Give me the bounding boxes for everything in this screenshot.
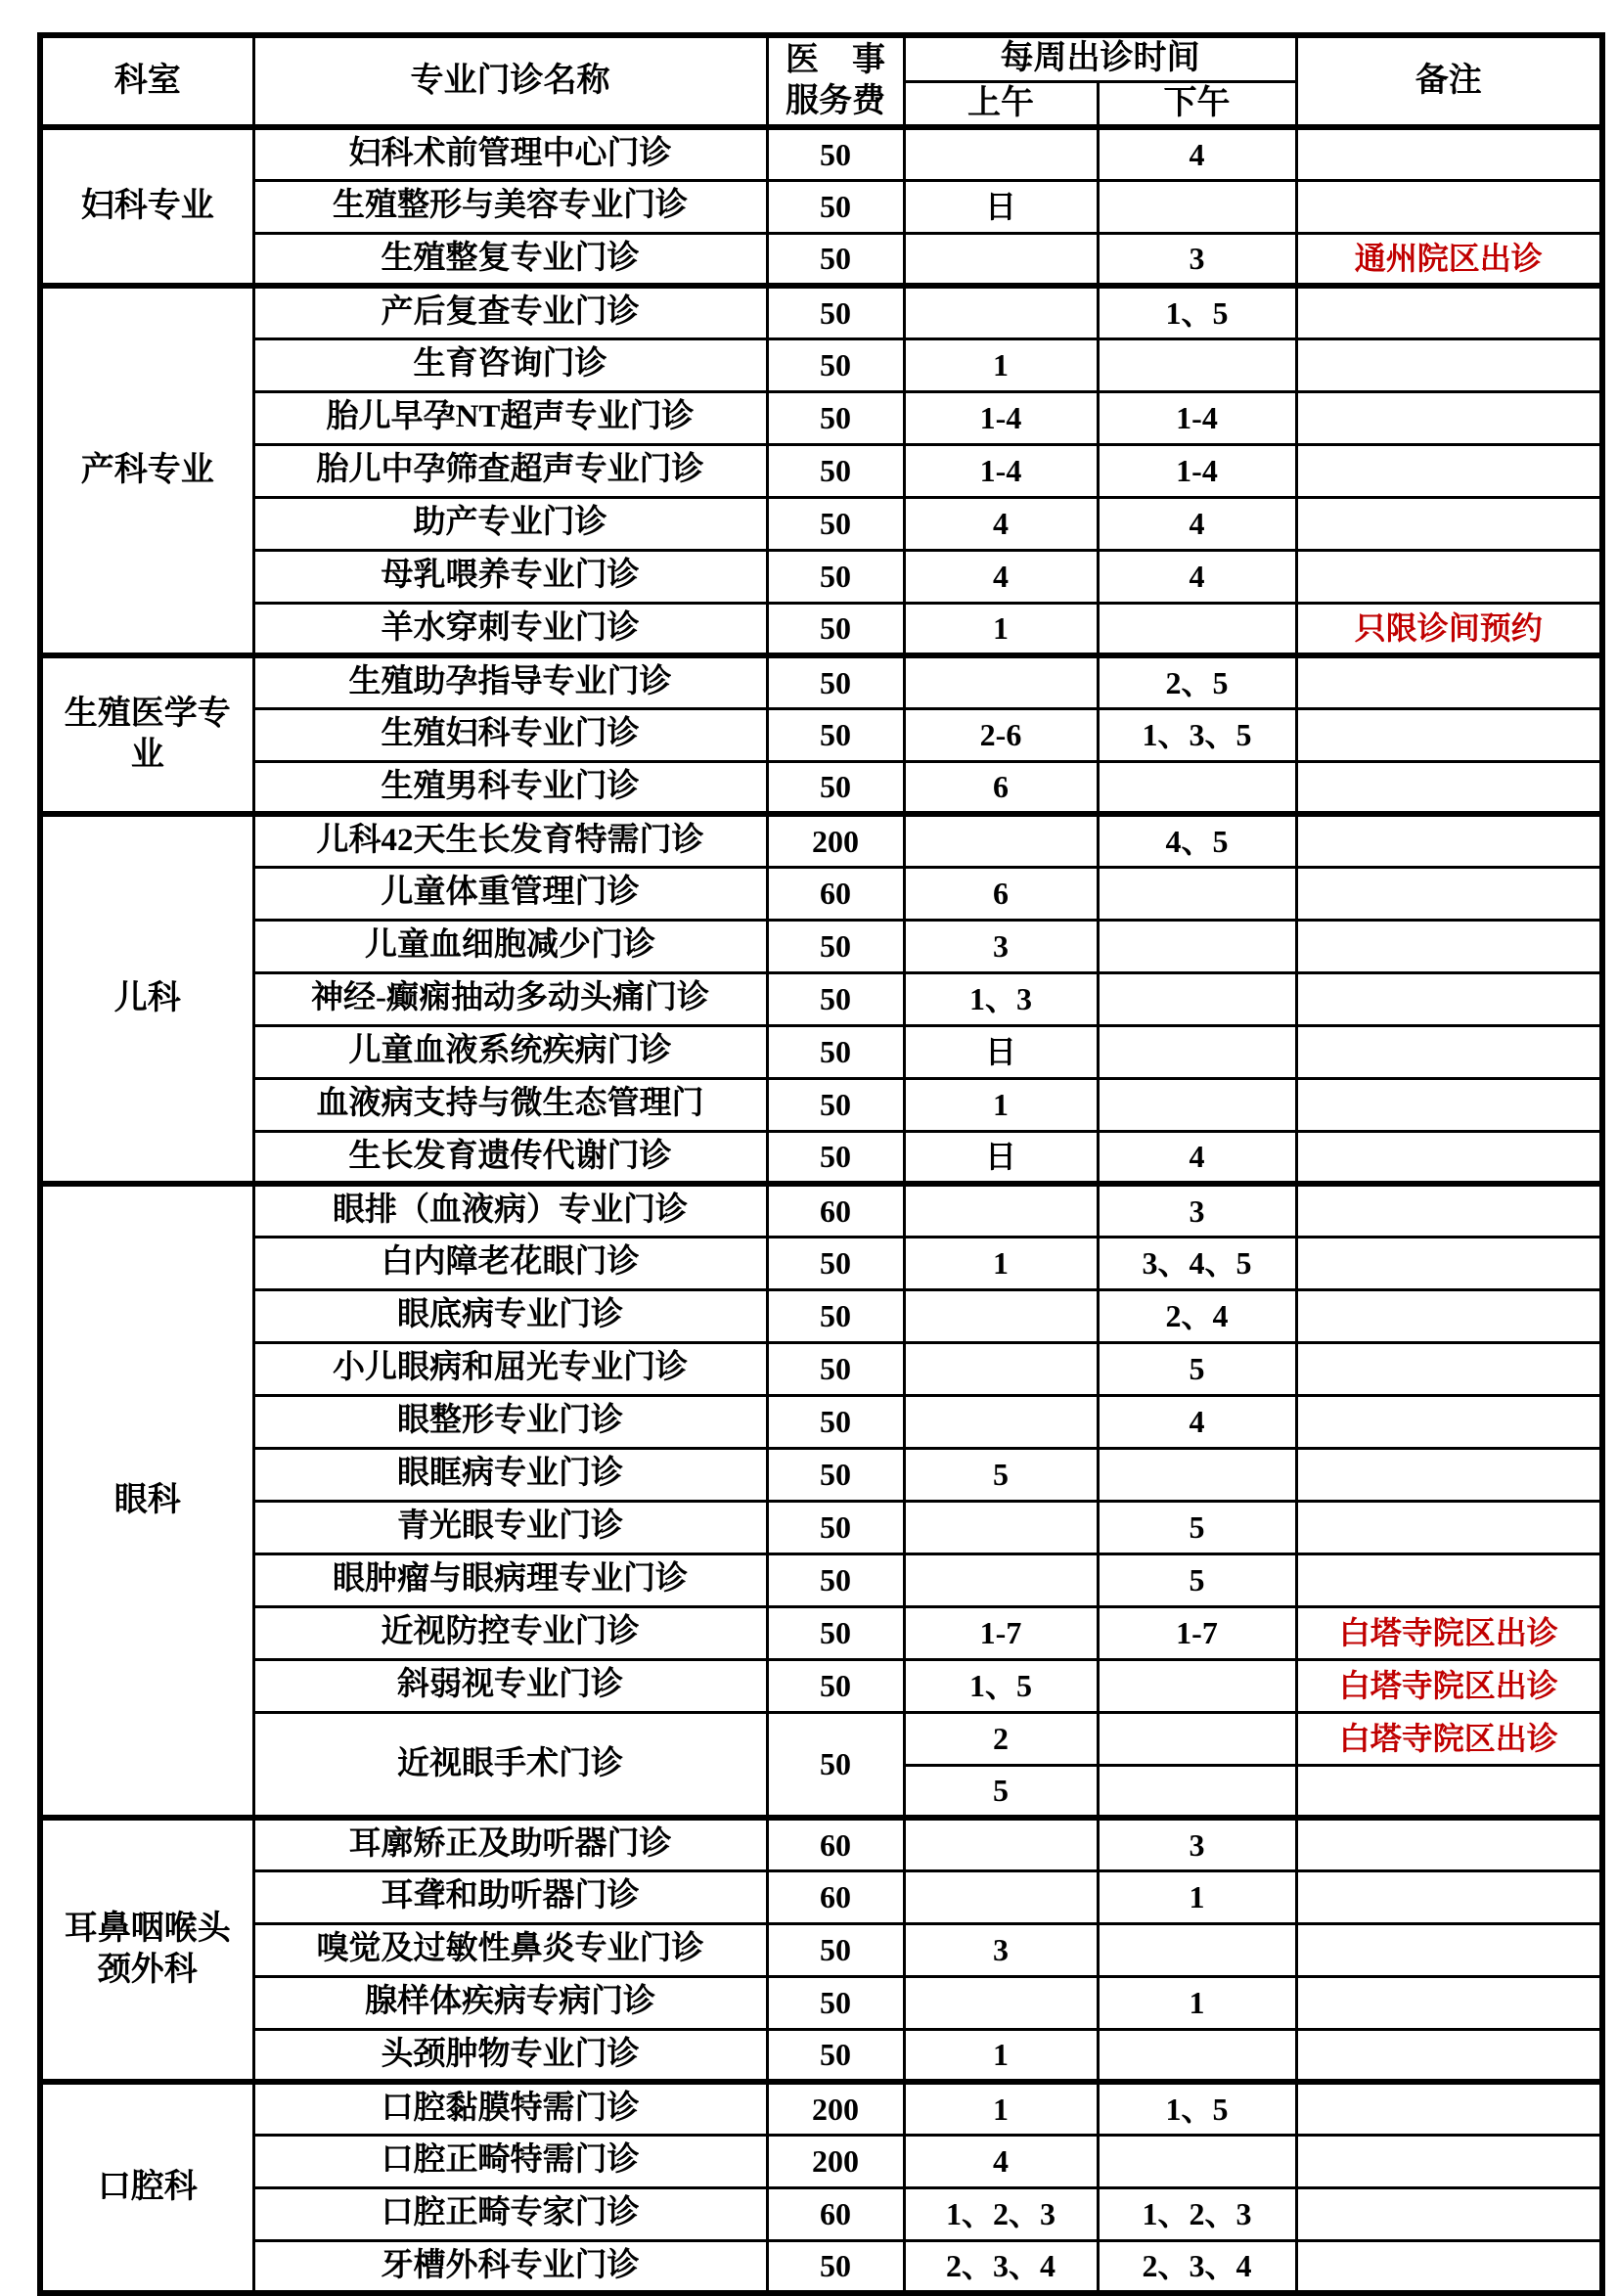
remark-cell <box>1296 2082 1602 2135</box>
remark-cell: 白塔寺院区出诊 <box>1296 1659 1602 1712</box>
fee-cell: 60 <box>767 2187 904 2240</box>
table-row <box>40 233 1602 286</box>
pm-cell <box>1098 1923 1296 1976</box>
pm-cell: 5 <box>1098 1553 1296 1606</box>
header-am: 上午 <box>904 81 1098 127</box>
table-row <box>40 1448 1602 1501</box>
fee-cell: 50 <box>767 1078 904 1131</box>
remark-cell <box>1296 1289 1602 1342</box>
fee-cell: 50 <box>767 233 904 286</box>
fee-cell: 60 <box>767 1818 904 1870</box>
table-row <box>40 444 1602 497</box>
remark-cell <box>1296 286 1602 338</box>
am-cell <box>904 1395 1098 1448</box>
am-cell: 1 <box>904 338 1098 391</box>
table-row <box>40 180 1602 233</box>
fee-cell: 50 <box>767 761 904 814</box>
am-cell: 3 <box>904 1923 1098 1976</box>
table-row <box>40 1289 1602 1342</box>
am-cell <box>904 1818 1098 1870</box>
header-fee <box>767 35 904 127</box>
remark-cell <box>1296 2135 1602 2187</box>
remark-cell <box>1296 2029 1602 2082</box>
fee-cell: 50 <box>767 1923 904 1976</box>
header-fee-line2: 服务费 <box>786 83 885 119</box>
remark-cell <box>1296 444 1602 497</box>
clinic-name-cell: 腺样体疾病专病门诊 <box>253 1976 767 2029</box>
remark-cell <box>1296 1025 1602 1078</box>
clinic-name-cell: 儿科42天生长发育特需门诊 <box>253 814 767 867</box>
dept-cell: 产科专业 <box>40 286 253 655</box>
remark-cell <box>1296 127 1602 180</box>
fee-cell: 200 <box>767 2082 904 2135</box>
am-cell: 4 <box>904 497 1098 550</box>
table-body <box>40 127 1602 2293</box>
pm-cell <box>1098 1765 1296 1818</box>
table-row <box>40 655 1602 708</box>
remark-cell <box>1296 1395 1602 1448</box>
pm-cell: 1、2、3 <box>1098 2187 1296 2240</box>
clinic-name-cell: 生殖整复专业门诊 <box>253 233 767 286</box>
am-cell: 1、3 <box>904 972 1098 1025</box>
table-row <box>40 867 1602 920</box>
fee-cell: 50 <box>767 1342 904 1395</box>
fee-cell: 50 <box>767 1395 904 1448</box>
table-row <box>40 1078 1602 1131</box>
fee-cell: 50 <box>767 1501 904 1553</box>
am-cell <box>904 1289 1098 1342</box>
pm-cell <box>1098 1659 1296 1712</box>
pm-cell: 2、5 <box>1098 655 1296 708</box>
header-pm: 下午 <box>1098 81 1296 127</box>
clinic-name-cell: 嗅觉及过敏性鼻炎专业门诊 <box>253 1923 767 1976</box>
am-cell: 4 <box>904 2135 1098 2187</box>
fee-cell: 50 <box>767 127 904 180</box>
remark-cell <box>1296 1923 1602 1976</box>
clinic-name-cell: 小儿眼病和屈光专业门诊 <box>253 1342 767 1395</box>
dept-cell: 口腔科 <box>40 2082 253 2293</box>
fee-cell: 200 <box>767 2135 904 2187</box>
header-schedule: 每周出诊时间 <box>904 35 1296 81</box>
fee-cell: 50 <box>767 1025 904 1078</box>
pm-cell <box>1098 867 1296 920</box>
am-cell: 6 <box>904 867 1098 920</box>
pm-cell <box>1098 2029 1296 2082</box>
pm-cell: 1 <box>1098 1976 1296 2029</box>
fee-cell: 50 <box>767 603 904 655</box>
am-cell: 日 <box>904 1131 1098 1184</box>
remark-cell <box>1296 1237 1602 1289</box>
remark-cell <box>1296 1184 1602 1237</box>
pm-cell: 4、5 <box>1098 814 1296 867</box>
pm-cell: 3 <box>1098 1818 1296 1870</box>
clinic-name-cell: 儿童血液系统疾病门诊 <box>253 1025 767 1078</box>
am-cell: 6 <box>904 761 1098 814</box>
remark-cell <box>1296 1976 1602 2029</box>
am-cell <box>904 286 1098 338</box>
fee-cell: 50 <box>767 391 904 444</box>
fee-cell: 50 <box>767 444 904 497</box>
fee-cell: 50 <box>767 1553 904 1606</box>
fee-cell: 50 <box>767 2029 904 2082</box>
dept-cell: 眼科 <box>40 1184 253 1818</box>
pm-cell: 4 <box>1098 1131 1296 1184</box>
clinic-name-cell: 口腔黏膜特需门诊 <box>253 2082 767 2135</box>
table-row <box>40 391 1602 444</box>
remark-cell <box>1296 1131 1602 1184</box>
pm-cell <box>1098 1078 1296 1131</box>
remark-cell <box>1296 1342 1602 1395</box>
table-row <box>40 1553 1602 1606</box>
clinic-name-cell: 耳廓矫正及助听器门诊 <box>253 1818 767 1870</box>
table-row <box>40 708 1602 761</box>
remark-cell <box>1296 497 1602 550</box>
clinic-name-cell: 白内障老花眼门诊 <box>253 1237 767 1289</box>
clinic-name-cell: 儿童体重管理门诊 <box>253 867 767 920</box>
clinic-name-cell: 生殖妇科专业门诊 <box>253 708 767 761</box>
remark-cell <box>1296 1553 1602 1606</box>
remark-cell <box>1296 1448 1602 1501</box>
fee-cell: 50 <box>767 1237 904 1289</box>
table-row <box>40 972 1602 1025</box>
fee-cell: 50 <box>767 286 904 338</box>
table-row <box>40 1976 1602 2029</box>
pm-cell: 5 <box>1098 1501 1296 1553</box>
pm-cell: 1、5 <box>1098 286 1296 338</box>
table-row <box>40 1131 1602 1184</box>
pm-cell <box>1098 1448 1296 1501</box>
clinic-name-cell: 神经-癫痫抽动多动头痛门诊 <box>253 972 767 1025</box>
fee-cell: 50 <box>767 708 904 761</box>
am-cell: 4 <box>904 550 1098 603</box>
header-remark: 备注 <box>1296 35 1602 127</box>
header-fee-line1: 医 事 <box>786 41 885 78</box>
fee-cell: 50 <box>767 1131 904 1184</box>
fee-cell: 50 <box>767 1712 904 1818</box>
am-cell: 1、2、3 <box>904 2187 1098 2240</box>
clinic-name-cell: 生殖男科专业门诊 <box>253 761 767 814</box>
fee-cell: 50 <box>767 2240 904 2293</box>
am-cell <box>904 1501 1098 1553</box>
table-row <box>40 761 1602 814</box>
fee-cell: 50 <box>767 497 904 550</box>
am-cell <box>904 1553 1098 1606</box>
am-cell: 5 <box>904 1765 1098 1818</box>
remark-cell <box>1296 1765 1602 1818</box>
pm-cell <box>1098 1025 1296 1078</box>
pm-cell: 4 <box>1098 497 1296 550</box>
am-cell <box>904 233 1098 286</box>
clinic-name-cell: 牙槽外科专业门诊 <box>253 2240 767 2293</box>
table-row <box>40 497 1602 550</box>
pm-cell: 1 <box>1098 1870 1296 1923</box>
clinic-name-cell: 耳聋和助听器门诊 <box>253 1870 767 1923</box>
pm-cell: 1、3、5 <box>1098 708 1296 761</box>
fee-cell: 60 <box>767 1870 904 1923</box>
pm-cell <box>1098 1712 1296 1765</box>
table-row <box>40 1184 1602 1237</box>
clinic-name-cell: 生殖助孕指导专业门诊 <box>253 655 767 708</box>
dept-cell: 妇科专业 <box>40 127 253 286</box>
pm-cell: 3 <box>1098 233 1296 286</box>
am-cell: 5 <box>904 1448 1098 1501</box>
pm-cell <box>1098 338 1296 391</box>
dept-cell: 儿科 <box>40 814 253 1184</box>
clinic-name-cell: 眼整形专业门诊 <box>253 1395 767 1448</box>
clinic-name-cell: 儿童血细胞减少门诊 <box>253 920 767 972</box>
pm-cell <box>1098 603 1296 655</box>
clinic-name-cell: 眼眶病专业门诊 <box>253 1448 767 1501</box>
table-row <box>40 1237 1602 1289</box>
remark-cell <box>1296 338 1602 391</box>
clinic-name-cell: 生殖整形与美容专业门诊 <box>253 180 767 233</box>
clinic-name-cell: 近视眼手术门诊 <box>253 1712 767 1818</box>
clinic-schedule-table <box>37 32 1605 2296</box>
table-row <box>40 1659 1602 1712</box>
remark-cell <box>1296 550 1602 603</box>
pm-cell: 4 <box>1098 127 1296 180</box>
table-row <box>40 338 1602 391</box>
dept-cell: 耳鼻咽喉头颈外科 <box>40 1818 253 2082</box>
pm-cell: 2、3、4 <box>1098 2240 1296 2293</box>
table-row <box>40 814 1602 867</box>
am-cell <box>904 1184 1098 1237</box>
table-row <box>40 1606 1602 1659</box>
clinic-name-cell: 斜弱视专业门诊 <box>253 1659 767 1712</box>
clinic-name-cell: 近视防控专业门诊 <box>253 1606 767 1659</box>
fee-cell: 50 <box>767 338 904 391</box>
table-row <box>40 1818 1602 1870</box>
am-cell: 1-4 <box>904 391 1098 444</box>
table-row <box>40 1342 1602 1395</box>
clinic-name-cell: 青光眼专业门诊 <box>253 1501 767 1553</box>
am-cell: 1-4 <box>904 444 1098 497</box>
am-cell: 日 <box>904 180 1098 233</box>
clinic-name-cell: 妇科术前管理中心门诊 <box>253 127 767 180</box>
fee-cell: 60 <box>767 1184 904 1237</box>
table-row <box>40 127 1602 180</box>
fee-cell: 50 <box>767 655 904 708</box>
clinic-name-cell: 胎儿中孕筛查超声专业门诊 <box>253 444 767 497</box>
fee-cell: 50 <box>767 972 904 1025</box>
table-row <box>40 1712 1602 1765</box>
am-cell <box>904 655 1098 708</box>
dept-cell: 生殖医学专业 <box>40 655 253 814</box>
am-cell <box>904 1870 1098 1923</box>
table-row <box>40 2240 1602 2293</box>
fee-cell: 50 <box>767 1659 904 1712</box>
pm-cell: 4 <box>1098 550 1296 603</box>
clinic-name-cell: 生长发育遗传代谢门诊 <box>253 1131 767 1184</box>
clinic-name-cell: 胎儿早孕NT超声专业门诊 <box>253 391 767 444</box>
table-row <box>40 1923 1602 1976</box>
am-cell: 1、5 <box>904 1659 1098 1712</box>
clinic-name-cell: 羊水穿刺专业门诊 <box>253 603 767 655</box>
pm-cell <box>1098 972 1296 1025</box>
am-cell: 1 <box>904 2029 1098 2082</box>
remark-cell: 白塔寺院区出诊 <box>1296 1712 1602 1765</box>
clinic-name-cell: 头颈肿物专业门诊 <box>253 2029 767 2082</box>
am-cell: 2-6 <box>904 708 1098 761</box>
remark-cell <box>1296 1870 1602 1923</box>
remark-cell: 只限诊间预约 <box>1296 603 1602 655</box>
remark-cell <box>1296 708 1602 761</box>
fee-cell: 50 <box>767 1448 904 1501</box>
remark-cell <box>1296 920 1602 972</box>
pm-cell: 1、5 <box>1098 2082 1296 2135</box>
table-row <box>40 920 1602 972</box>
am-cell: 1 <box>904 1237 1098 1289</box>
table-row <box>40 2029 1602 2082</box>
fee-cell: 50 <box>767 550 904 603</box>
table-row <box>40 1870 1602 1923</box>
pm-cell: 1-4 <box>1098 444 1296 497</box>
fee-cell: 200 <box>767 814 904 867</box>
table-row <box>40 286 1602 338</box>
pm-cell <box>1098 920 1296 972</box>
am-cell: 日 <box>904 1025 1098 1078</box>
remark-cell <box>1296 180 1602 233</box>
header-clinic-name: 专业门诊名称 <box>253 35 767 127</box>
pm-cell: 3、4、5 <box>1098 1237 1296 1289</box>
table-row <box>40 1501 1602 1553</box>
am-cell <box>904 1342 1098 1395</box>
header-dept: 科室 <box>40 35 253 127</box>
pm-cell: 1-4 <box>1098 391 1296 444</box>
pm-cell <box>1098 2135 1296 2187</box>
am-cell: 1 <box>904 2082 1098 2135</box>
am-cell: 1-7 <box>904 1606 1098 1659</box>
pm-cell: 4 <box>1098 1395 1296 1448</box>
pm-cell: 3 <box>1098 1184 1296 1237</box>
remark-cell <box>1296 2240 1602 2293</box>
table-row <box>40 550 1602 603</box>
remark-cell <box>1296 655 1602 708</box>
am-cell: 2、3、4 <box>904 2240 1098 2293</box>
pm-cell: 2、4 <box>1098 1289 1296 1342</box>
fee-cell: 50 <box>767 1606 904 1659</box>
pm-cell: 1-7 <box>1098 1606 1296 1659</box>
remark-cell: 白塔寺院区出诊 <box>1296 1606 1602 1659</box>
clinic-name-cell: 口腔正畸特需门诊 <box>253 2135 767 2187</box>
pm-cell <box>1098 180 1296 233</box>
table-row <box>40 2187 1602 2240</box>
remark-cell <box>1296 391 1602 444</box>
clinic-name-cell: 眼肿瘤与眼病理专业门诊 <box>253 1553 767 1606</box>
clinic-name-cell: 血液病支持与微生态管理门 <box>253 1078 767 1131</box>
remark-cell <box>1296 814 1602 867</box>
pm-cell: 5 <box>1098 1342 1296 1395</box>
am-cell: 1 <box>904 1078 1098 1131</box>
fee-cell: 50 <box>767 1976 904 2029</box>
remark-cell <box>1296 1818 1602 1870</box>
am-cell: 2 <box>904 1712 1098 1765</box>
table-row <box>40 603 1602 655</box>
am-cell <box>904 814 1098 867</box>
table-header <box>40 35 1602 127</box>
remark-cell <box>1296 1501 1602 1553</box>
am-cell: 3 <box>904 920 1098 972</box>
remark-cell <box>1296 1078 1602 1131</box>
table-row <box>40 2082 1602 2135</box>
remark-cell <box>1296 972 1602 1025</box>
clinic-name-cell: 产后复查专业门诊 <box>253 286 767 338</box>
table-row <box>40 1395 1602 1448</box>
clinic-name-cell: 助产专业门诊 <box>253 497 767 550</box>
remark-cell <box>1296 867 1602 920</box>
fee-cell: 60 <box>767 867 904 920</box>
clinic-name-cell: 口腔正畸专家门诊 <box>253 2187 767 2240</box>
fee-cell: 50 <box>767 1289 904 1342</box>
clinic-name-cell: 生育咨询门诊 <box>253 338 767 391</box>
clinic-name-cell: 眼排（血液病）专业门诊 <box>253 1184 767 1237</box>
remark-cell: 通州院区出诊 <box>1296 233 1602 286</box>
am-cell <box>904 1976 1098 2029</box>
fee-cell: 50 <box>767 920 904 972</box>
pm-cell <box>1098 761 1296 814</box>
table-row <box>40 1025 1602 1078</box>
remark-cell <box>1296 2187 1602 2240</box>
remark-cell <box>1296 761 1602 814</box>
fee-cell: 50 <box>767 180 904 233</box>
am-cell: 1 <box>904 603 1098 655</box>
clinic-name-cell: 母乳喂养专业门诊 <box>253 550 767 603</box>
am-cell <box>904 127 1098 180</box>
table-row <box>40 2135 1602 2187</box>
clinic-name-cell: 眼底病专业门诊 <box>253 1289 767 1342</box>
